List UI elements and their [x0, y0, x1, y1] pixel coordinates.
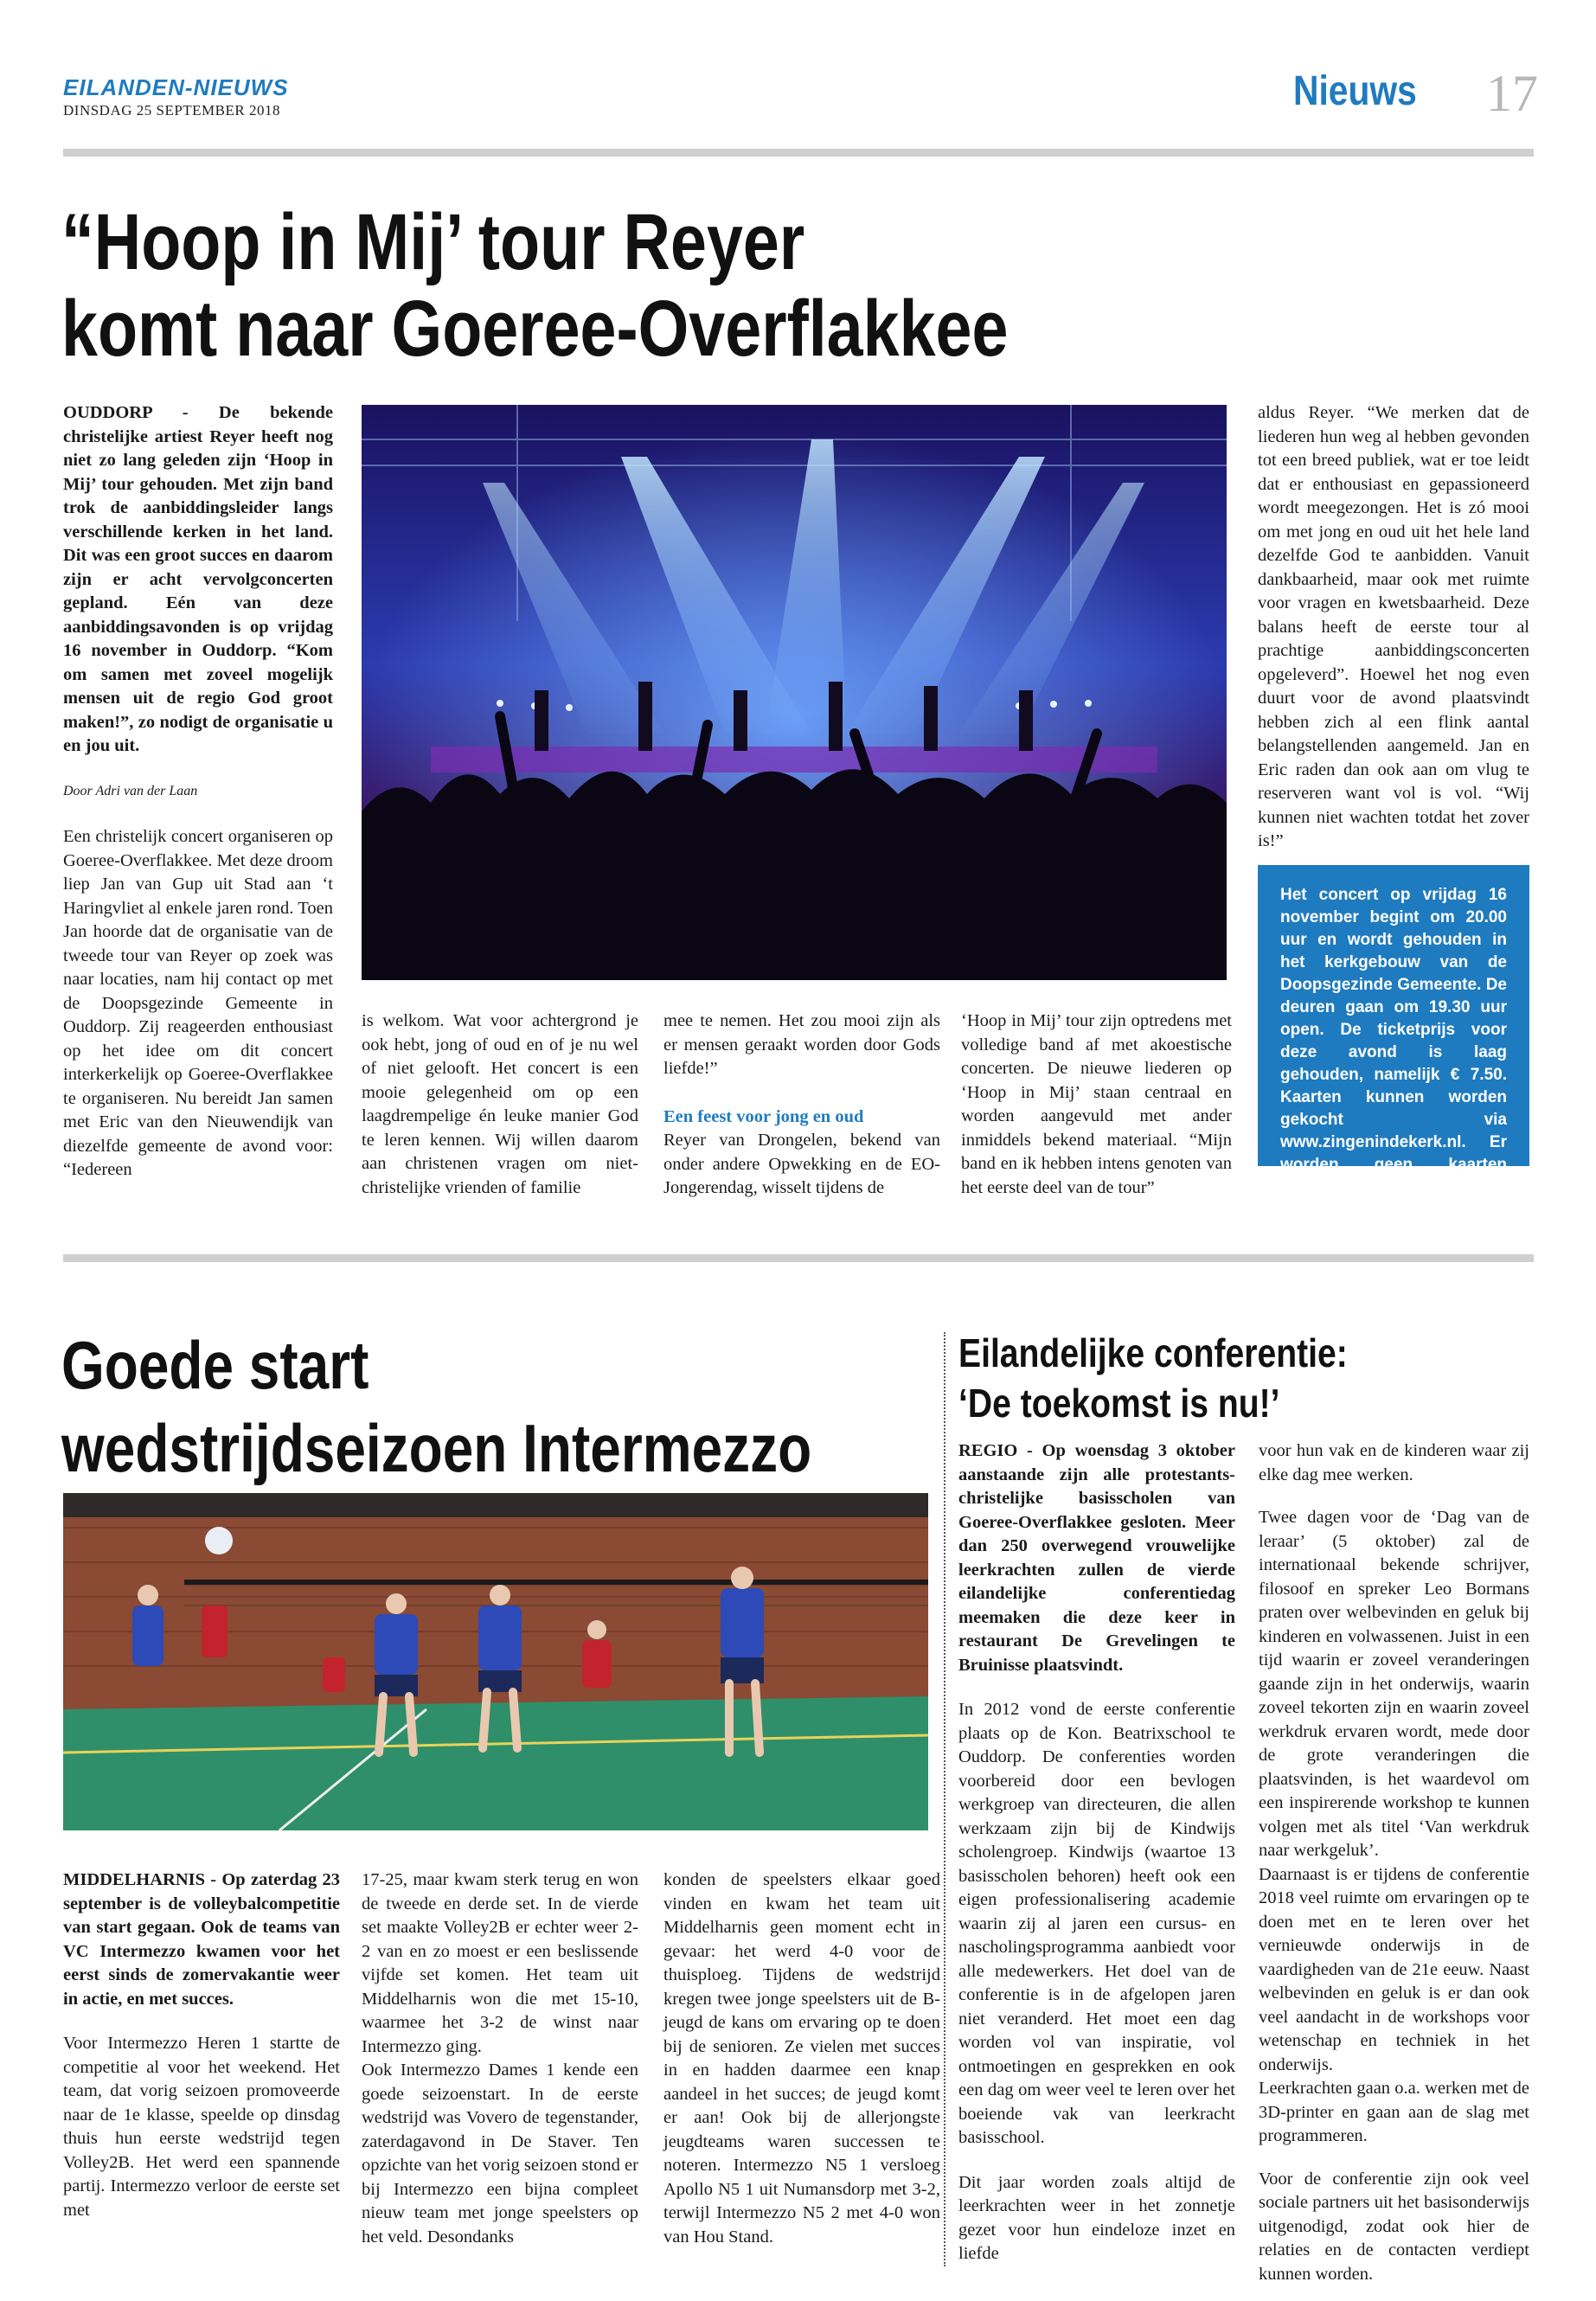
article2-col2	[362, 1868, 638, 2249]
volleyball-photo	[63, 1493, 928, 1830]
issue-date: DINSDAG 25 SEPTEMBER 2018	[63, 102, 280, 119]
article1-subhead: Een feest voor jong en oud	[663, 1106, 864, 1126]
article3-col2-body: voor hun vak en de kinderen waar zij elke dag mee werken.	[1259, 1441, 1529, 1484]
article2-col2-body: 17-25, maar kwam sterk terug en won de tweede en derde set. In de vierde set maakte Volley2B er echter weer 2-2 van en zo moest er een beslissende vijfde set komen. Het team uit Middelharnis won die met 15-10, waarmee het 3-2 de winst naar Intermezzo ging.	[362, 1870, 638, 2056]
article2-headline	[61, 1324, 811, 1490]
article1-col3	[663, 1009, 940, 1201]
article3-col1-body2: Dit jaar worden zoals altijd de leerkrachten weer in het zonnetje gezet voor hun eindeloze inzet en liefde	[958, 2172, 1235, 2263]
section-rule	[63, 1254, 1534, 1262]
header-rule	[63, 149, 1534, 157]
section-title: Nieuws	[1293, 68, 1417, 114]
headline-line: ‘De toekomst is nu!’	[958, 1381, 1280, 1426]
article2-lead: MIDDELHARNIS - Op zaterdag 23 september is de volleybalcompetitie van start gegaan. Ook de teams van VC Intermezzo kwamen voor het eerst sinds de zomervakantie weer in actie, en met succes.	[63, 1870, 340, 2009]
article3-col2-body3: Daarnaast is er tijdens de conferentie 2018 veel ruimte om ervaringen op te doen met en te leren over het vernieuwde onderwijs in de vaardigheden van de 21e eeuw. Naast welbevinden en geluk is er dan ook veel aandacht in de workshops voor wetenschap en techniek in het onderwijs.	[1259, 1864, 1529, 2074]
article1-col4-body: ‘Hoop in Mij’ tour zijn optredens met volledige band af met akoestische concerten. De nieuwe liederen op ‘Hoop in Mij’ staan centraal en worden aangevuld met ander inmiddels bekend materiaal. “Mijn band en ik hebben intens genoten van het eerste deel van de tour”	[961, 1011, 1232, 1197]
article1-headline	[61, 199, 1008, 372]
article2-col2-body2: Ook Intermezzo Dames 1 kende een goede seizoenstart. In de eerste wedstrijd was Vovero de tegenstander, zaterdagavond in De Staver. Ten opzichte van het vorig seizoen stond er bij Intermezzo een bijna compleet nieuw team met jonge speelsters op het veld. Desondanks	[362, 2061, 638, 2247]
headline-line: “Hoop in Mij’ tour Reyer	[61, 198, 805, 286]
article2-col1-body: Voor Intermezzo Heren 1 startte de competitie al voor het weekend. Het team, dat vorig seizoen promoveerde naar de 1e klasse, speelde op dinsdag thuis hun eerste wedstrijd tegen Volley2B. Het werd een spannende partij. Intermezzo verloor de eerste set met	[63, 2034, 340, 2220]
column-divider	[944, 1332, 945, 2266]
article1-byline: Door Adri van der Laan	[63, 783, 198, 798]
headline-line: Goede start	[61, 1327, 369, 1403]
page-number: 17	[1486, 65, 1538, 122]
article2-col3	[663, 1868, 940, 2249]
article3-col1-body: In 2012 vond de eerste conferentie plaats op de Kon. Beatrixschool te Ouddorp. De conferenties worden voorbereid door een bevlogen werkgroep van directeuren, die allen werkzaam zijn bij de Kindwijs scholengroep. Kindwijs (waartoe 13 basisscholen behoren) heeft ook een eigen professionalisering academie waarin zij al jaren een cursus- en nascholingsprogramma aanbiedt voor alle medewerkers. Het doel van de conferentie is in de afgelopen jaren niet veranderd. Het moet een dag worden vol van inspiratie, vol ontmoetingen en gesprekken en ook een dag om weer veel te leren over het boeiende vak van leerkracht basisschool.	[958, 1700, 1235, 2147]
article1-col4	[961, 1009, 1232, 1200]
article1-col2-body: is welkom. Wat voor achtergrond je ook hebt, jong of oud en of je nu wel of niet gelooft. Het concert is een mooie gelegenheid om op een laagdrempelige én leuke manier God te leren kennen. Wij willen daarom aan christenen vragen om niet-christelijke vrienden of familie	[362, 1011, 638, 1197]
article1-col1	[63, 401, 333, 1183]
article3-col2-body5: Voor de conferentie zijn ook veel sociale partners uit het basisonderwijs uitgenodigd, zodat ook hier de relaties en de contacten verdiept kunnen worden.	[1259, 2169, 1529, 2284]
article1-col5-body: aldus Reyer. “We merken dat de liederen hun weg al hebben gevonden tot een breed publiek, wat er toe leidt dat er enthousiast en gepassioneerd wordt meegezongen. Het is zó mooi om met jong en oud uit het hele land dezelfde God te aanbidden. Vanuit dankbaarheid, maar ook met ruimte voor vragen en kwetsbaarheid. Deze balans heeft de eerste tour al prachtige aanbiddingsconcerten opgeleverd”. Hoewel het nog even duurt voor de avond plaatsvindt hebben zich al een flink aantal belangstellenden aangemeld. Jan en Eric raden dan ook aan om vlug te reserveren want vol is vol. “Wij kunnen niet wachten totdat het zover is!”	[1258, 403, 1529, 850]
headline-line: komt naar Goeree-Overflakkee	[61, 285, 1009, 373]
article1-col5	[1258, 401, 1529, 854]
concert-info-text: Het concert op vrijdag 16 november begint om 20.00 uur en wordt gehouden in het kerkgebouw van de Doopsgezinde Gemeente. De deuren gaan om 19.30 uur open. De ticketprijs voor deze avond is laag gehouden, namelijk € 7.50. Kaarten kunnen worden gekocht via www.zingenindekerk.nl. Er worden geen kaarten verkocht aan de deur.	[1280, 886, 1507, 1196]
article1-lead: OUDDORP - De bekende christelijke artiest Reyer heeft nog niet zo lang geleden zijn ‘Hoop in Mij’ tour gehouden. Met zijn band trok de aanbiddingsleider langs verschillende kerken in het land. Dit was een groot succes en daarom zijn er acht vervolgconcerten gepland. Eén van deze aanbiddingsavonden is op vrijdag 16 november in Ouddorp. “Kom om samen met zoveel mogelijk mensen uit de regio God groot maken!”, zo nodigt de organisatie u en jou uit.	[63, 403, 333, 755]
article1-col1-body: Een christelijk concert organiseren op Goeree-Overflakkee. Met deze droom liep Jan van Gup uit Stad aan ‘t Haringvliet al enkele jaren rond. Toen Jan hoorde dat de organisatie van de tweede tour van Reyer op zoek was naar locaties, nam hij contact op met de Doopsgezinde Gemeente in Ouddorp. Zij reageerden enthousiast op het idee om dit concert interkerkelijk op Goeree-Overflakkee te organiseren. Nu bereidt Jan samen met Eric van den Nieuwendijk van diezelfde gemeente de avond voor: “Iedereen	[63, 827, 333, 1179]
masthead-logo: EILANDEN-NIEUWS	[63, 74, 289, 100]
headline-line: wedstrijdseizoen Intermezzo	[61, 1410, 812, 1486]
article3-lead: REGIO - Op woensdag 3 oktober aanstaande zijn alle protestants-christelijke basisscholen van Goeree-Overflakkee gesloten. Meer dan 250 overwegend vrouwelijke leerkrachten zullen de vierde eilandelijke conferentiedag meemaken die deze keer in restaurant De Grevelingen te Bruinisse plaatsvindt.	[958, 1441, 1235, 1675]
article1-col2	[362, 1009, 638, 1200]
article3-col1	[958, 1439, 1235, 2266]
article1-col3-body: mee te nemen. Het zou mooi zijn als er mensen geraakt worden door Gods liefde!”	[663, 1011, 940, 1078]
article2-col3-body: konden de speelsters elkaar goed vinden en kwam het team uit Middelharnis geen moment echt in gevaar: het werd 4-0 voor de thuisploeg. Tijdens de wedstrijd kregen twee jonge speelsters uit de B-jeugd de kans om ervaring op te doen bij de senioren. Ze vielen met succes in en hadden daarmee een knap aandeel in het succes; de jeugd komt er aan! Ook bij de allerjongste jeugdteams waren successen te noteren. Intermezzo N5 1 versloeg Apollo N5 1 uit Numansdorp met 3-2, terwijl Intermezzo N5 2 met 4-0 won van Hou Stand.	[663, 1870, 940, 2247]
article2-col1	[63, 1868, 340, 2222]
article3-col2	[1259, 1439, 1529, 2286]
article1-col3-body2: Reyer van Drongelen, bekend van onder andere Opwekking en de EO-Jongerendag, wisselt tijdens de	[663, 1131, 940, 1197]
article3-col2-body2: Twee dagen voor de ‘Dag van de leraar’ (5 oktober) zal de internationaal bekende schrijver, filosoof en spreker Leo Bormans praten over welbevinden en geluk bij kinderen en volwassenen. Juist in een tijd waarin er zoveel veranderingen gaande zijn in het onderwijs, waarin zoveel tekorten zijn en waarin zoveel werkdruk ervaren wordt, mede door de grote veranderingen die plaatsvinden, is het waardevol om een inspirerende workshop te kunnen volgen met als titel ‘Van werkdruk naar werkgeluk’.	[1259, 1508, 1529, 1860]
article3-headline	[958, 1328, 1348, 1428]
headline-line: Eilandelijke conferentie:	[958, 1330, 1348, 1375]
article3-col2-body4: Leerkrachten gaan o.a. werken met de 3D-printer en gaan aan de slag met programmeren.	[1259, 2079, 1529, 2145]
concert-photo	[362, 405, 1227, 980]
concert-info-box	[1258, 865, 1529, 1196]
